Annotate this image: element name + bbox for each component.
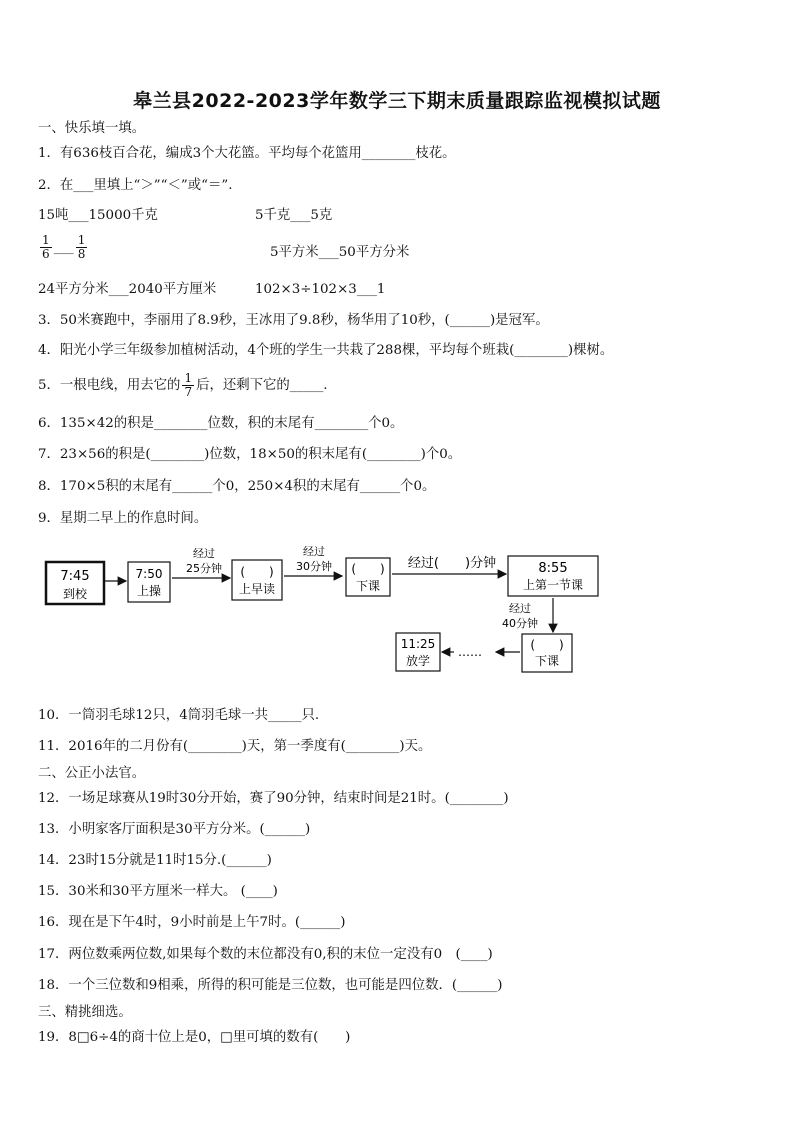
question-9: 9．星期二早上的作息时间。: [38, 511, 208, 526]
schedule-diagram: [40, 540, 620, 680]
arrow-4-text: 经过( )分钟: [407, 556, 497, 571]
fraction-1-8: [76, 234, 88, 261]
box-first-class-time: 8:55: [538, 561, 568, 576]
box-dismissal-label: 放学: [405, 654, 431, 668]
fraction-1-7: [182, 372, 194, 399]
question-6: 6．135×42的积是________位数，积的末尾有________个0。: [38, 416, 404, 431]
question-13: 13．小明家客厅面积是30平方分米。(______): [38, 822, 311, 837]
question-17: 17．两位数乘两位数,如果每个数的末位都没有0,积的末位一定没有0 (____): [38, 947, 493, 962]
arrow-2-bottom: 25分钟: [186, 562, 222, 575]
question-2d: 5平方米___50平方分米: [270, 245, 410, 260]
question-12: 12．一场足球赛从19时30分开始，赛了90分钟，结束时间是21时。(________): [38, 791, 509, 806]
box-class-end-2-time: ( ): [530, 638, 564, 652]
box-exercise-time: 7:50: [135, 567, 163, 581]
arrow-5-bottom: 40分钟: [502, 617, 538, 630]
arrow-2-top: 经过: [193, 547, 215, 560]
question-16: 16．现在是下午4时，9小时前是上午7时。(______): [38, 915, 346, 930]
page-title: 皋兰县2022-2023学年数学三下期末质量跟踪监视模拟试题: [133, 90, 661, 112]
question-10: 10．一筒羽毛球12只，4筒羽毛球一共_____只.: [38, 708, 320, 723]
question-2f: 102×3÷102×3___1: [255, 282, 386, 297]
box-first-class-label: 上第一节课: [522, 578, 584, 592]
box-morning-reading-time: ( ): [240, 565, 274, 579]
denominator: 8: [77, 247, 86, 261]
question-2a: 15吨___15000千克: [38, 208, 158, 223]
box-arrive-label: 到校: [62, 587, 88, 601]
question-5-post: 后，还剩下它的_____.: [196, 378, 328, 393]
denominator: 6: [42, 247, 50, 261]
section-heading-1: 一、快乐填一填。: [38, 121, 146, 136]
question-1: 1．有636枝百合花，编成3个大花篮。平均每个花篮用________枝花。: [38, 146, 456, 161]
question-5-pre: 5．一根电线，用去它的: [38, 378, 181, 393]
box-morning-reading-label: 上早读: [238, 582, 276, 596]
ellipsis-dots: ……: [458, 645, 482, 659]
numerator: 1: [184, 371, 193, 385]
question-7: 7．23×56的积是(________)位数，18×50的积末尾有(________)个0。: [38, 447, 462, 462]
arrow-5-top: 经过: [509, 602, 531, 615]
question-2c: [38, 234, 89, 261]
question-18: 18．一个三位数和9相乘，所得的积可能是三位数，也可能是四位数．(______): [38, 978, 503, 993]
question-15: 15．30米和30平方厘米一样大。 (____): [38, 884, 278, 899]
numerator: 1: [42, 233, 50, 247]
box-class-end-label: 下课: [355, 579, 381, 593]
box-dismissal-time: 11:25: [400, 637, 436, 651]
question-3: 3．50米赛跑中，李丽用了8.9秒，王冰用了9.8秒，杨华用了10秒，(______)是冠军。: [38, 313, 549, 328]
box-arrive-time: 7:45: [60, 569, 90, 584]
numerator: 1: [77, 233, 86, 247]
question-11: 11．2016年的二月份有(________)天，第一季度有(________)天。: [38, 739, 432, 754]
question-14: 14．23时15分就是11时15分.(______): [38, 853, 272, 868]
fraction-1-6: [40, 234, 52, 261]
question-2: 2．在___里填上“＞”“＜”或“＝”.: [38, 178, 233, 193]
section-heading-3: 三、精挑细选。: [38, 1005, 132, 1020]
box-class-end-2-label: 下课: [534, 654, 560, 668]
question-19: 19．8□6÷4的商十位上是0，□里可填的数有( ): [38, 1030, 351, 1045]
question-2b: 5千克___5克: [255, 208, 333, 223]
arrow-3-top: 经过: [303, 545, 325, 558]
compare-blank: ___: [53, 240, 74, 255]
box-class-end-time: ( ): [351, 562, 385, 576]
question-5: [38, 372, 328, 399]
question-2e: 24平方分米___2040平方厘米: [38, 282, 217, 297]
section-heading-2: 二、公正小法官。: [38, 766, 146, 781]
question-4: 4．阳光小学三年级参加植树活动，4个班的学生一共栽了288棵，平均每个班栽(________)棵树。: [38, 343, 614, 358]
question-8: 8．170×5积的末尾有______个0，250×4积的末尾有______个0。: [38, 479, 436, 494]
denominator: 7: [184, 385, 193, 399]
box-exercise-label: 上操: [136, 584, 162, 598]
arrow-3-bottom: 30分钟: [296, 560, 332, 573]
